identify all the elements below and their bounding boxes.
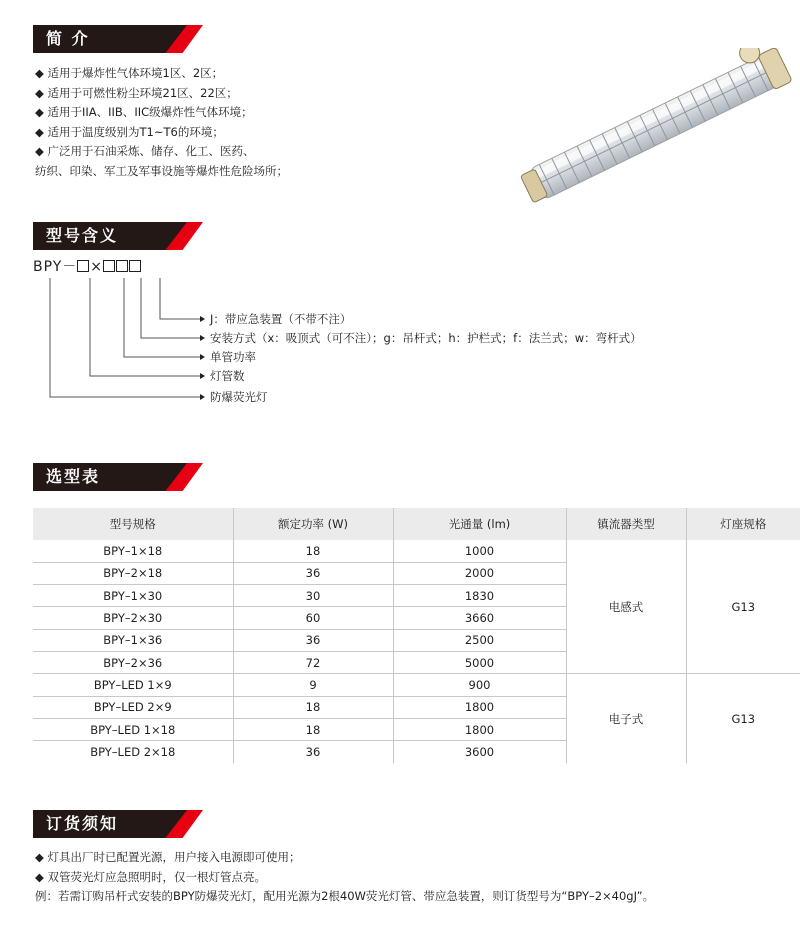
cell-model: BPY–LED 2×18: [33, 741, 233, 763]
list-item: ◆ 广泛用于石油采炼、储存、化工、医药、: [35, 144, 255, 158]
model-prefix: BPY－: [33, 259, 78, 275]
cell-flux: 3660: [393, 607, 566, 629]
model-code: [33, 256, 142, 276]
cell-model: BPY–1×30: [33, 585, 233, 607]
code-label-emergency: J：带应急装置（不带不注）: [210, 312, 352, 326]
header-power: 额定功率 (W): [233, 508, 393, 540]
header-socket: 灯座规格: [686, 508, 800, 540]
order-example: 例：若需订购吊杆式安装的BPY防爆荧光灯，配用光源为2根40W荧光灯管、带应急装置，则订货型号为“BPY–2×40gJ”。: [35, 889, 655, 903]
code-label-mounting: 安装方式（x：吸顶式（可不注）；g：吊杆式；h：护栏式；f：法兰式；w：弯杆式）: [210, 331, 642, 345]
cell-socket: G13: [686, 674, 800, 763]
cell-flux: 3600: [393, 741, 566, 763]
cell-flux: 5000: [393, 651, 566, 673]
table-row: [33, 674, 800, 696]
cell-model: BPY–LED 1×9: [33, 674, 233, 696]
cell-power: 36: [233, 562, 393, 584]
cell-ballast: 电感式: [566, 540, 686, 674]
cell-power: 9: [233, 674, 393, 696]
cell-model: BPY–1×36: [33, 629, 233, 651]
code-label-tube-power: 单管功率: [210, 350, 256, 364]
cell-model: BPY–1×18: [103, 543, 163, 558]
section-title: 选型表: [46, 467, 101, 486]
list-item: ◆ 适用于温度级别为T1~T6的环境；: [35, 124, 224, 139]
explosion-proof-lamp-image: [505, 48, 800, 208]
cell-flux: 1800: [393, 718, 566, 740]
code-label-product: 防爆荧光灯: [210, 390, 268, 404]
selection-table: [33, 508, 800, 763]
list-item: 纺织、印染、军工及军事设施等爆炸性危险场所；: [35, 163, 288, 178]
ordering-notes: [35, 848, 654, 907]
cell-power: 18: [233, 718, 393, 740]
cell-model: BPY–2×36: [33, 651, 233, 673]
cell-model: BPY–LED 2×9: [33, 696, 233, 718]
cell-power: 18: [233, 540, 393, 562]
section-header-intro: [33, 25, 203, 53]
code-label-tube-count: 灯管数: [210, 369, 245, 383]
header-model: 型号规格: [33, 508, 233, 540]
code-box: [116, 260, 128, 272]
header-flux: 光通量 (lm): [393, 508, 566, 540]
times-sign: ×: [90, 259, 104, 275]
cell-socket: G13: [686, 540, 800, 674]
list-item: ◆ 灯具出厂时已配置光源，用户接入电源即可使用；: [35, 850, 301, 864]
cell-model: BPY–2×18: [33, 562, 233, 584]
section-title: 订货须知: [46, 814, 119, 833]
section-header-ordering: [33, 810, 203, 838]
cell-flux: 2000: [393, 562, 566, 584]
code-box: [103, 260, 115, 272]
section-title: 型号含义: [46, 226, 119, 245]
intro-bullet-list: [35, 64, 288, 181]
cell-flux: 1830: [393, 585, 566, 607]
list-item: ◆ 双管荧光灯应急照明时，仅一根灯管点亮。: [35, 869, 266, 884]
cell-flux: 1000: [393, 540, 566, 562]
cell-power: 18: [233, 696, 393, 718]
cell-ballast: 电子式: [566, 674, 686, 763]
list-item: ◆ 适用于IIA、IIB、IIC级爆炸性气体环境；: [35, 105, 253, 119]
table-row: [33, 540, 800, 562]
table-header-row: [33, 508, 800, 540]
list-item: ◆ 适用于爆炸性气体环境1区、2区；: [35, 66, 224, 80]
cell-flux: 900: [393, 674, 566, 696]
header-ballast: 镇流器类型: [566, 508, 686, 540]
section-title: 简 介: [46, 29, 90, 48]
code-box: [77, 260, 89, 272]
cell-power: 36: [233, 629, 393, 651]
section-header-model-meaning: [33, 222, 203, 250]
cell-flux: 2500: [393, 629, 566, 651]
cell-power: 72: [233, 651, 393, 673]
cell-power: 36: [233, 741, 393, 763]
cell-power: 30: [233, 585, 393, 607]
code-box: [129, 260, 141, 272]
cell-power: 60: [233, 607, 393, 629]
cell-flux: 1800: [393, 696, 566, 718]
cell-model: BPY–LED 1×18: [33, 718, 233, 740]
section-header-selection: [33, 463, 203, 491]
list-item: ◆ 适用于可燃性粉尘环境21区、22区；: [35, 85, 238, 100]
cell-model: BPY–2×30: [33, 607, 233, 629]
